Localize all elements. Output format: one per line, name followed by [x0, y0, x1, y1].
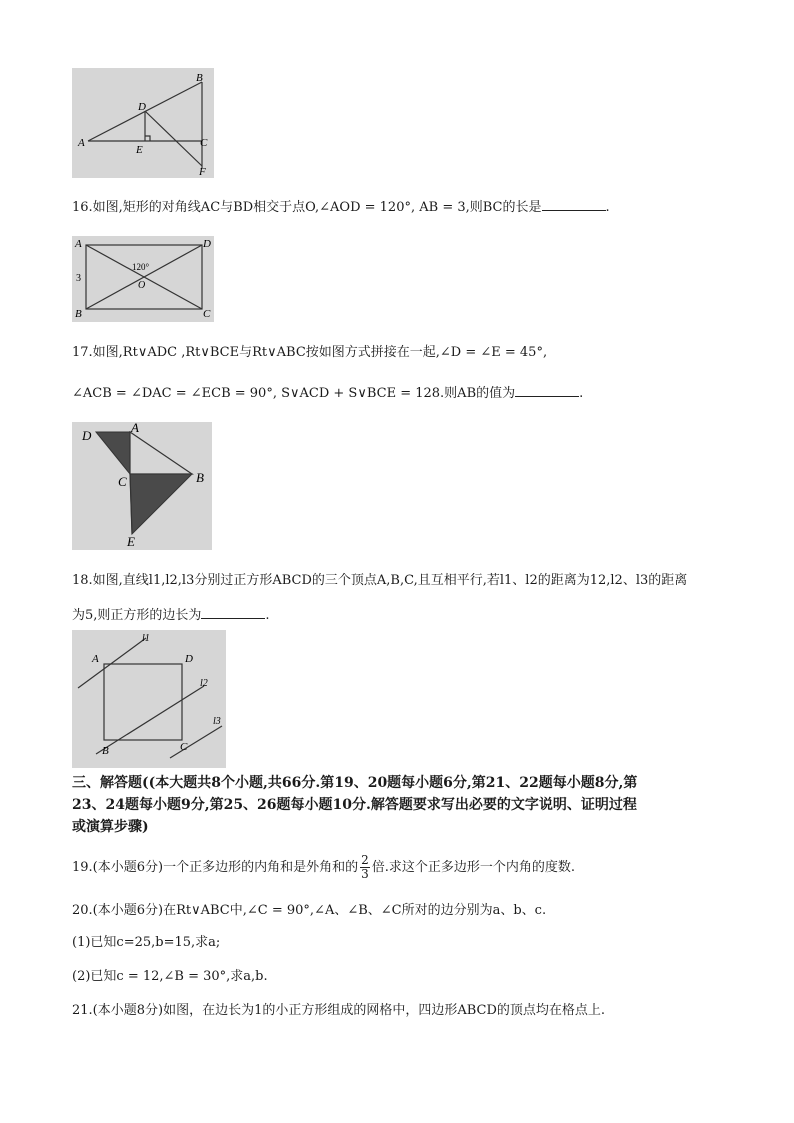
- figure-q18: [72, 630, 226, 768]
- fig15-label-f: F: [199, 166, 206, 178]
- question-16-end: .: [605, 200, 610, 215]
- question-20-part2: (2)已知c = 12,∠B = 30°,求a,b.: [72, 969, 268, 984]
- question-16-text: 16.如图,矩形的对角线AC与BD相交于点O,∠AOD = 120°, AB = 3,则BC的长是: [72, 200, 542, 215]
- section-3-heading: [72, 772, 637, 838]
- fraction-numerator: 2: [361, 853, 369, 867]
- fig17-label-e: E: [127, 534, 135, 549]
- question-18-line1: 18.如图,直线l1,l2,l3分别过正方形ABCD的三个顶点A,B,C,且互相平行,若l1、l2的距离为12,l2、l3的距离: [72, 573, 688, 588]
- question-18-line2-text: 为5,则正方形的边长为: [72, 608, 202, 623]
- answer-blank-18[interactable]: [201, 606, 265, 619]
- fig15-label-e: E: [136, 144, 143, 156]
- fig17-label-d: D: [82, 428, 92, 443]
- question-19-text: 19.(本小题6分)一个正多边形的内角和是外角和的: [72, 860, 359, 875]
- fig17-label-b: B: [196, 470, 204, 485]
- fig17-label-c: C: [118, 474, 127, 489]
- question-21: 21.(本小题8分)如图，在边长为1的小正方形组成的网格中，四边形ABCD的顶点均在格点上.: [72, 1003, 606, 1018]
- fig18-label-a: A: [92, 653, 99, 665]
- fig16-label-a: A: [75, 238, 82, 250]
- fig16-label-o: O: [138, 280, 146, 291]
- question-17-end: .: [579, 386, 584, 401]
- figure-q15: [72, 68, 214, 178]
- fig16-angle: 120°: [132, 262, 150, 272]
- question-19-text-end: 倍.求这个正多边形一个内角的度数.: [371, 860, 575, 875]
- question-20-part1: (1)已知c=25,b=15,求a;: [72, 935, 221, 950]
- fig18-label-l3: l3: [213, 716, 221, 727]
- fig17-label-a: A: [131, 422, 139, 435]
- fig16-side-length: 3: [76, 273, 81, 284]
- figure-q17: [72, 422, 212, 550]
- fig15-label-b: B: [196, 72, 203, 84]
- question-16: [72, 198, 610, 217]
- fig16-label-b: B: [75, 308, 82, 320]
- fig16-label-c: C: [203, 308, 211, 320]
- question-17-line2: [72, 384, 583, 403]
- question-17-line2-text: ∠ACB = ∠DAC = ∠ECB = 90°, S∨ACD + S∨BCE = 128.则AB的值为: [72, 386, 516, 401]
- question-19: [72, 854, 575, 881]
- fig15-label-a: A: [78, 137, 85, 149]
- fig18-label-d: D: [185, 653, 193, 665]
- question-18-line2: [72, 606, 270, 625]
- fig18-label-b: B: [102, 745, 109, 757]
- fraction-two-thirds: [360, 854, 370, 881]
- answer-blank-16[interactable]: [542, 198, 606, 211]
- section-3-line2: 23、24题每小题9分,第25、26题每小题10分.解答题要求写出必要的文字说明、证明过程: [72, 797, 637, 813]
- answer-blank-17[interactable]: [515, 384, 579, 397]
- fig15-label-d: D: [138, 101, 146, 113]
- fraction-denominator: 3: [361, 867, 369, 881]
- fig15-label-c: C: [200, 137, 208, 149]
- fig18-label-l2: l2: [200, 678, 208, 689]
- section-3-line3: 或演算步骤): [72, 819, 149, 835]
- figure-q16: [72, 236, 214, 322]
- fig18-label-c: C: [180, 741, 188, 753]
- section-3-line1: 三、解答题((本大题共8个小题,共66分.第19、20题每小题6分,第21、22题每小题8分,第: [72, 775, 638, 791]
- question-20: 20.(本小题6分)在Rt∨ABC中,∠C = 90°,∠A、∠B、∠C所对的边分别为a、b、c.: [72, 903, 547, 918]
- question-17-line1: 17.如图,Rt∨ADC ,Rt∨BCE与Rt∨ABC按如图方式拼接在一起,∠D = ∠E = 45°,: [72, 345, 548, 360]
- fig16-label-d: D: [203, 238, 211, 250]
- question-18-end: .: [265, 608, 270, 623]
- fig18-label-l1: l1: [142, 633, 150, 644]
